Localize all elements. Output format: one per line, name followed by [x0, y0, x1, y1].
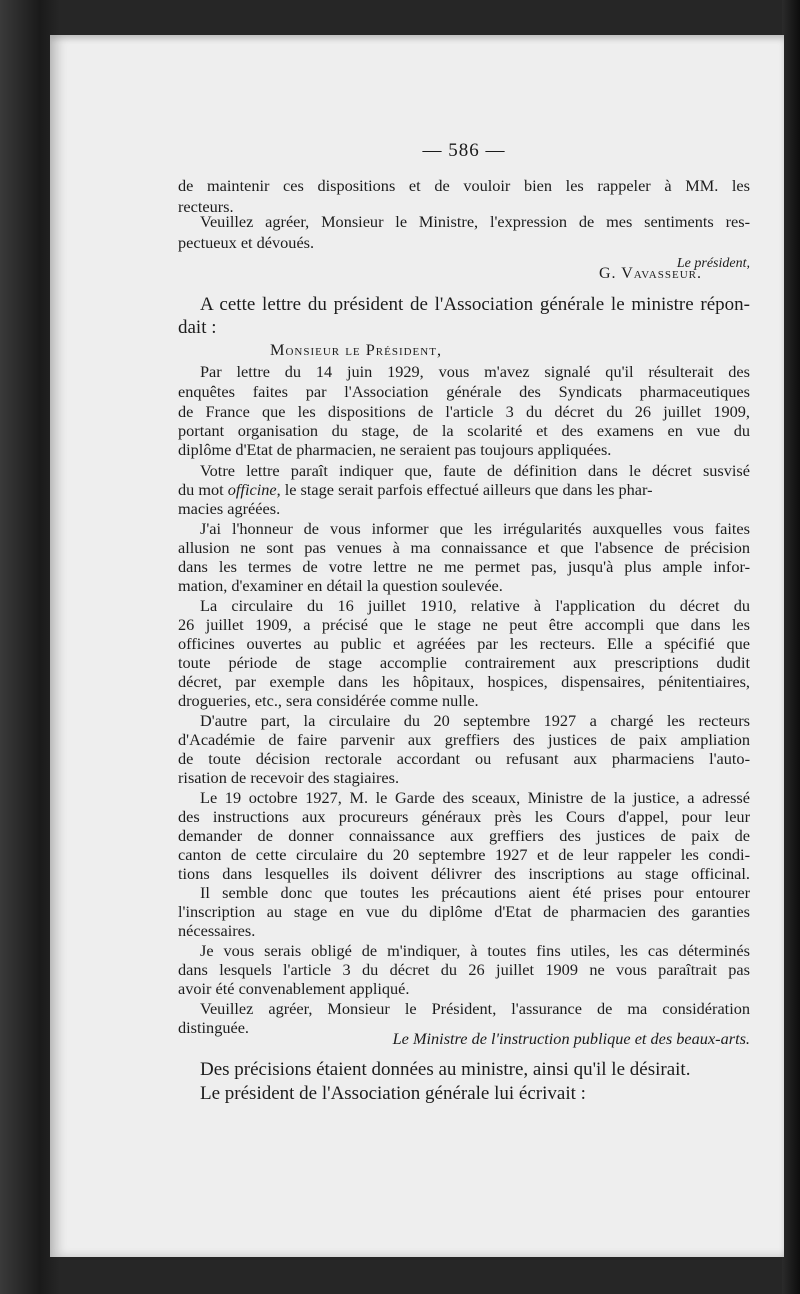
- text-line: canton de cette circulaire du 20 septembre 1927 et de leur rappeler les condi-: [178, 845, 750, 864]
- text-line: des instructions aux procureurs généraux près les Cours d'appel, pour leur: [178, 807, 750, 826]
- text-line: diplôme d'Etat de pharmacien, ne seraient pas toujours appliquées.: [178, 440, 612, 459]
- text-line: allusion ne sont pas venues à ma connaissance et que l'absence de précision: [178, 538, 750, 557]
- text-line: Veuillez agréer, Monsieur le Président, l'assurance de ma considération: [200, 999, 750, 1018]
- text-line: La circulaire du 16 juillet 1910, relative à l'application du décret du: [200, 596, 750, 615]
- text-line: macies agréées.: [178, 499, 281, 518]
- text-line: de France que les dispositions de l'article 3 du décret du 26 juillet 1909,: [178, 402, 750, 421]
- text-line: Il semble donc que toutes les précautions aient été prises pour entourer: [200, 883, 750, 902]
- text-line: distinguée.: [178, 1018, 249, 1037]
- page-number: — 586 —: [422, 140, 506, 161]
- text-line: demander de donner connaissance aux greffiers des justices de paix de: [178, 826, 750, 845]
- text-line: décret, par exemple dans les hôpitaux, hospices, dispensaires, pénitentiaires,: [178, 672, 750, 691]
- text-line: J'ai l'honneur de vous informer que les irrégularités auxquelles vous faites: [200, 519, 750, 538]
- text-line: tions dans lesquelles ils doivent délivrer des inscriptions au stage officinal.: [178, 864, 750, 883]
- text-line: dans lesquels l'article 3 du décret du 26 juillet 1909 ne vous paraîtrait pas: [178, 960, 750, 979]
- text-line: officines ouvertes au public et agréées par les recteurs. Elle a spécifié que: [178, 634, 750, 653]
- text-line: de maintenir ces dispositions et de vouloir bien les rappeler à MM. les: [178, 176, 750, 195]
- text-line: nécessaires.: [178, 921, 256, 940]
- signature-name: G. Vavasseur.: [598, 265, 702, 282]
- text-segment: , le stage serait parfois effectué ailleurs que dans les phar-: [276, 480, 653, 499]
- text-line: Par lettre du 14 juin 1929, vous m'avez signalé qu'il résulterait des: [200, 362, 750, 381]
- text-line: avoir été convenablement appliqué.: [178, 979, 410, 998]
- text-line: d'Académie de faire parvenir aux greffiers des justices de paix ampliation: [178, 730, 750, 749]
- signature-title: Le président,: [676, 256, 750, 271]
- text-segment: du mot: [178, 480, 228, 499]
- text-line: Le 19 octobre 1927, M. le Garde des sceaux, Ministre de la justice, a adressé: [200, 788, 750, 807]
- text-line: de toute décision rectorale accordant ou refusant aux pharmaciens l'auto-: [178, 749, 750, 768]
- text-line: Je vous serais obligé de m'indiquer, à toutes fins utiles, les cas déterminés: [200, 941, 750, 960]
- letter-salutation: Monsieur le Président,: [270, 340, 443, 359]
- text-line: pectueux et dévoués.: [178, 233, 315, 252]
- letter-signature: Le Ministre de l'instruction publique et des beaux-arts.: [392, 1029, 750, 1048]
- text-line: dait :: [178, 317, 217, 338]
- text-line: D'autre part, la circulaire du 20 septembre 1927 a chargé les recteurs: [200, 711, 750, 730]
- text-line: Veuillez agréer, Monsieur le Ministre, l'expression de mes sentiments res-: [200, 212, 750, 231]
- text-line: dans les termes de votre lettre ne me permet pas, jusqu'à plus ample infor-: [178, 557, 750, 576]
- text-line: drogueries, etc., sera considérée comme nulle.: [178, 691, 479, 710]
- text-line: 26 juillet 1909, a précisé que le stage ne peut être accompli que dans les: [178, 615, 750, 634]
- text-line: recteurs.: [178, 197, 234, 216]
- text-line: A cette lettre du président de l'Association générale le ministre répon-: [200, 294, 750, 315]
- text-line: enquêtes faites par l'Association générale des Syndicats pharmaceutiques: [178, 382, 750, 401]
- text-line: risation de recevoir des stagiaires.: [178, 768, 400, 787]
- text-line: mation, d'examiner en détail la question soulevée.: [178, 576, 503, 595]
- emphasis-word: officine: [227, 480, 277, 499]
- text-line: [178, 480, 653, 500]
- text-line: l'inscription au stage en vue du diplôme d'Etat de pharmacien des garanties: [178, 902, 750, 921]
- scan-edge: [782, 0, 800, 1294]
- text-line: Le président de l'Association générale lui écrivait :: [200, 1083, 586, 1104]
- text-line: Des précisions étaient données au ministre, ainsi qu'il le désirait.: [200, 1059, 691, 1080]
- text-line: toute période de stage accomplie contrairement aux prescriptions dudit: [178, 653, 750, 672]
- text-line: portant organisation du stage, de la scolarité et des examens en vue du: [178, 421, 750, 440]
- text-line: Votre lettre paraît indiquer que, faute de définition dans le décret susvisé: [200, 461, 750, 480]
